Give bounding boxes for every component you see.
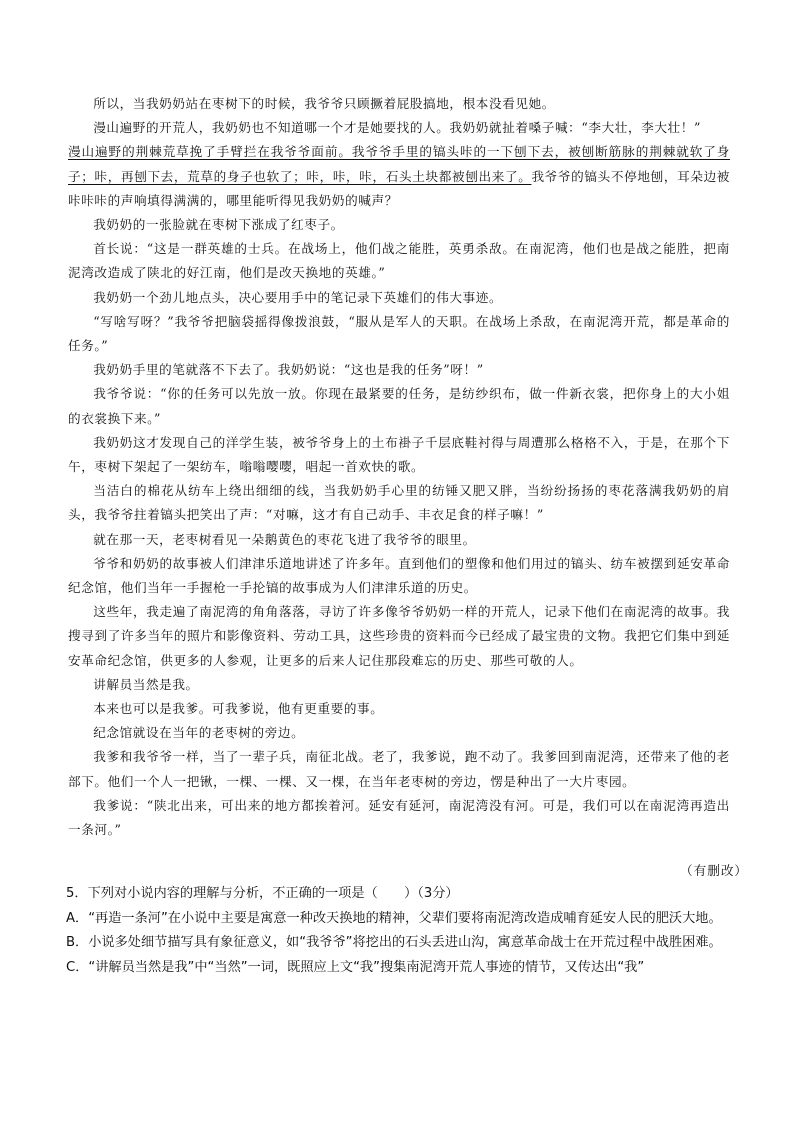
story-paragraph: 我奶奶一个劲儿地点头，决心要用手中的笔记录下英雄们的伟大事迹。 bbox=[93, 289, 503, 305]
story-paragraph: 首长说：“这是一群英雄的士兵。在战场上，他们战之能胜，英勇杀敌。在南泥湾，他们也是战之能胜，把南泥湾改造成了陕北的好江南，他们是改天换地的英雄。” bbox=[68, 241, 730, 281]
story-paragraph: 我奶奶的一张脸就在枣树下涨成了红枣子。 bbox=[93, 217, 344, 233]
story-sentence: 我爷爷的镐头不停地刨，耳朵边被咔咔咔的声响填得满满的，哪里能听得见我奶奶的喊声？ bbox=[68, 168, 731, 208]
story-paragraph: 爷爷和奶奶的故事被人们津津乐道地讲述了许多年。直到他们的塑像和他们用过的镐头、纺车被摆到延安革命纪念馆，他们当年一手握枪一手抡镐的故事成为人们津津乐道的历史。 bbox=[68, 555, 730, 596]
story-paragraph: 漫山遍野的开荒人，我奶奶也不知道哪一个才是她要找的人。我奶奶就扯着嗓子喊：“李大壮，李大壮！” bbox=[93, 120, 701, 136]
story-paragraph: 讲解员当然是我。 bbox=[93, 676, 199, 692]
story-paragraph: 我奶奶这才发现自己的洋学生装，被爷爷身上的土布褂子千层底鞋衬得与周遭那么格格不入，于是，在那个下午，枣树下架起了一架纺车，嗡嗡嘤嘤，唱起一首欢快的歌。 bbox=[68, 434, 730, 475]
source-note: （有删改） bbox=[680, 863, 748, 878]
option-a: A．“再造一条河”在小说中主要是寓意一种改天换地的精神，父辈们要将南泥湾改造成哺育延安人民的肥沃大地。 bbox=[66, 910, 722, 926]
story-paragraph: 本来也可以是我爹。可我爹说，他有更重要的事。 bbox=[93, 701, 384, 717]
question-block bbox=[66, 882, 732, 980]
story-paragraph: 所以，当我奶奶站在枣树下的时候，我爷爷只顾撅着屁股搞地，根本没看见她。 bbox=[93, 96, 555, 111]
story-paragraph: 我爹说：“陕北出来，可出来的地方都挨着河。延安有延河，南泥湾没有河。可是，我们可以在南泥湾再造出一条河。” bbox=[68, 797, 730, 838]
story-paragraph: 我爹和我爷爷一样，当了一辈子兵，南征北战。老了，我爹说，跑不动了。我爹回到南泥湾，还带来了他的老部下。他们一个人一把锹，一棵、一棵、又一棵，在当年老枣树的旁边，愣是种出了一大片枣园。 bbox=[68, 749, 730, 789]
option-c: C．“讲解员当然是我”中“当然”一词，既照应上文“我”搜集南泥湾开荒人事迹的情节，又传达出“我” bbox=[66, 959, 645, 975]
story-paragraph: 我奶奶手里的笔就落不下去了。我奶奶说：“这也是我的任务”呀！” bbox=[93, 362, 484, 378]
underlined-sentence: 漫山遍野的荆棘荒草挽了手臂拦在我爷爷面前。我爷爷手里的镐头咔的一下刨下去，被刨断筋脉的荆棘就软了身子；咔，再刨下去，荒草的身子也软了；咔，咔，咔，石头土块都被刨出来了。 bbox=[68, 144, 730, 184]
question-stem: 5．下列对小说内容的理解与分析，不正确的一项是（ ）（3分） bbox=[66, 886, 459, 901]
story-body bbox=[68, 92, 730, 842]
story-paragraph: 纪念馆就设在当年的老枣树的旁边。 bbox=[93, 725, 305, 741]
story-paragraph-underlined-block bbox=[68, 140, 730, 213]
story-paragraph: 当洁白的棉花从纺车上绕出细细的线，当我奶奶手心里的纺锤又肥又胖，当纷纷扬扬的枣花落满我奶奶的肩头，我爷爷拄着镐头把笑出了声：“对嘛，这才有自己动手、丰衣足食的样子嘛！” bbox=[68, 483, 730, 523]
story-paragraph: 就在那一天，老枣树看见一朵鹅黄色的枣花飞进了我爷爷的眼里。 bbox=[93, 531, 476, 547]
story-paragraph: 这些年，我走遍了南泥湾的角角落落，寻访了许多像爷爷奶奶一样的开荒人，记录下他们在南泥湾的故事。我搜寻到了许多当年的照片和影像资料、劳动工具，这些珍贵的资料而今已经成了最宝贵的文物。我把它们集中到延安革命纪念馆，供更多的人参观，让更多的后来人记住那段难忘的历史、那些可敬的人。 bbox=[68, 604, 730, 668]
story-paragraph: “写啥写呀？”我爷爷把脑袋摇得像拨浪鼓，“服从是军人的天职。在战场上杀敌，在南泥湾开荒，都是革命的任务。” bbox=[68, 313, 730, 354]
option-b: B．小说多处细节描写具有象征意义，如“我爷爷”将挖出的石头丢进山沟，寓意革命战士在开荒过程中战胜困难。 bbox=[66, 935, 722, 951]
story-paragraph: 我爷爷说：“你的任务可以先放一放。你现在最紧要的任务，是纺纱织布，做一件新衣裳，把你身上的大小姐的衣裳换下来。” bbox=[68, 386, 730, 426]
